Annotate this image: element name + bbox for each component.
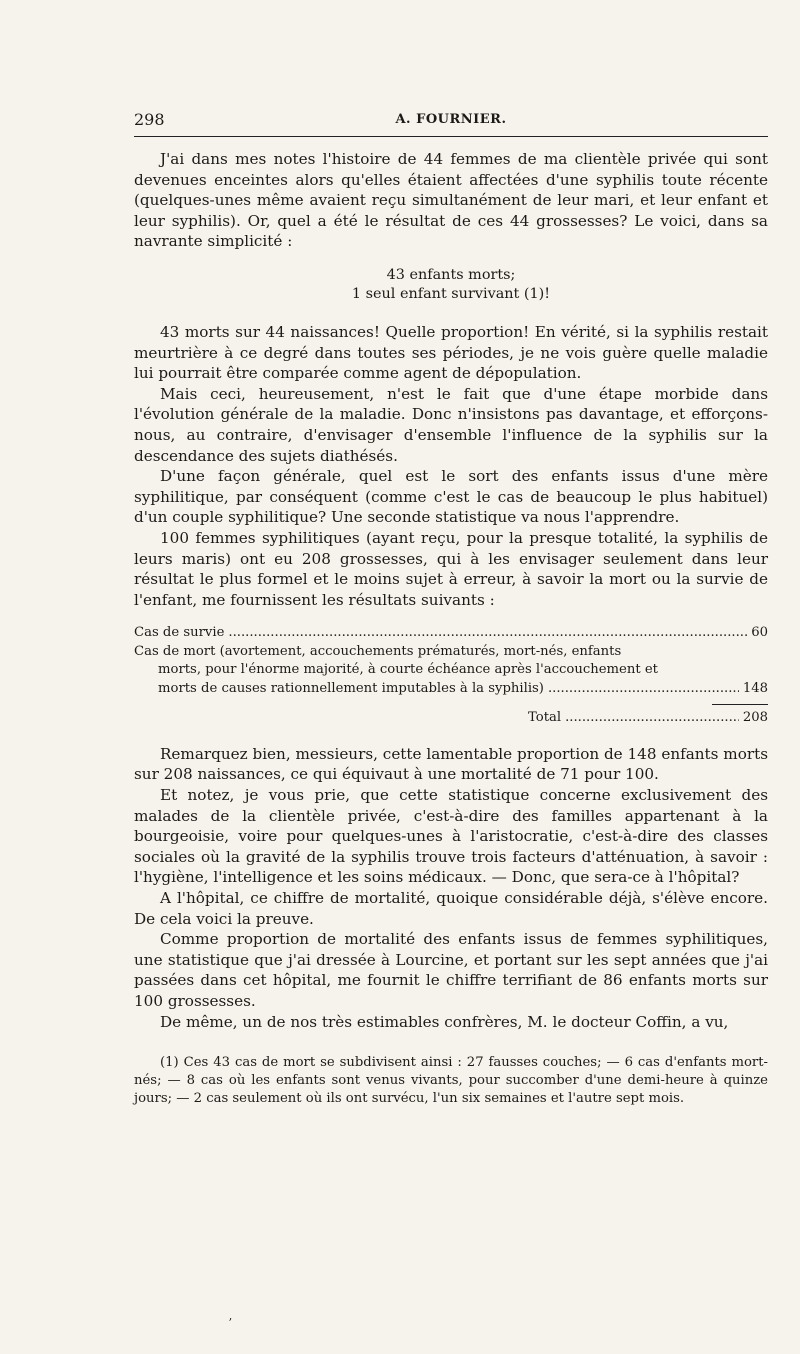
total-label: Total	[528, 710, 562, 726]
example-line-1: 43 enfants morts;	[386, 266, 516, 283]
paragraph-10: De même, un de nos très estimables confrères, M. le docteur Coffin, a vu,	[160, 1012, 729, 1031]
dot-leader	[228, 624, 747, 643]
row-label-line-1: Cas de mort (avortement, accouchements prématurés, mort-nés, enfants	[134, 643, 622, 659]
page-number: 298	[134, 110, 165, 129]
row-label-line-3-wrap	[134, 680, 768, 699]
total-rule	[712, 704, 768, 705]
dot-leader	[565, 709, 739, 728]
total-value: 208	[742, 710, 768, 726]
paragraph-7: Et notez, je vous prie, que cette statistique concerne exclusivement des malades de la clientèle privée, c'est-à-dire des familles appartenant à la bourgeoisie, voire pour quelques-unes à l'aristocratie, c'est-à-dire des classes sociales où la gravité de la syphilis trouve trois facteurs d'atténuation, à savoir : l'hygiène, l'intelligence et les soins médicaux. — Donc, que sera-ce à l'hôpital?	[134, 785, 768, 887]
row-value: 60	[751, 625, 768, 641]
paragraph-9: Comme proportion de mortalité des enfants issus de femmes syphilitiques, une statistique que j'ai dressée à Lourcine, et portant sur les sept années que j'ai passées dans cet hôpital, me fournit le chiffre terrifiant de 86 enfants morts sur 100 grossesses.	[134, 930, 768, 1010]
example-line-2: 1 seul enfant survivant (1)!	[351, 285, 551, 302]
table-row-death	[134, 643, 768, 699]
row-label-line-3: morts de causes rationnellement imputables à la syphilis)	[158, 680, 544, 696]
row-value: 148	[742, 680, 768, 696]
running-title: A. FOURNIER.	[395, 112, 507, 127]
footnote: (1) Ces 43 cas de mort se subdivisent ainsi : 27 fausses couches; — 6 cas d'enfants mort-nés; — 8 cas où les enfants sont venus vivants, pour succomber d'une demi-heure à quinze jours; — 2 cas seulement où ils ont survécu, l'un six semaines et l'autre sept mois.	[134, 1055, 768, 1107]
paragraph-3: Mais ceci, heureusement, n'est le fait que d'une étape morbide dans l'évolution générale de la maladie. Donc n'insistons pas davantage, et efforçons-nous, au contraire, d'envisager d'ensemble l'influence de la syphilis sur la descendance des sujets diathésés.	[134, 384, 768, 465]
mortality-example	[134, 266, 768, 304]
statistics-table	[134, 624, 768, 728]
paragraph-1: J'ai dans mes notes l'histoire de 44 femmes de ma clientèle privée qui sont devenues enceintes alors qu'elles étaient affectées d'une syphilis toute récente (quelques-unes même avaient reçu simultanément de leur mari, et leur enfant et leur syphilis). Or, quel a été le résultat de ces 44 grossesses? Le voici, dans sa navrante simplicité :	[134, 150, 768, 251]
paragraph-6: Remarquez bien, messieurs, cette lamentable proportion de 148 enfants morts sur 208 naissances, ce qui équivaut à une mortalité de 71 pour 100.	[134, 744, 768, 784]
row-label: Cas de survie	[134, 625, 225, 641]
row-label-line-2: morts, pour l'énorme majorité, à courte échéance après l'accouchement et	[158, 662, 658, 678]
dot-leader	[548, 680, 739, 699]
paragraph-8: A l'hôpital, ce chiffre de mortalité, quoique considérable déjà, s'élève encore. De cela voici la preuve.	[134, 888, 768, 928]
page	[134, 104, 768, 1108]
paragraph-4: D'une façon générale, quel est le sort des enfants issus d'une mère syphilitique, par conséquent (comme c'est le cas de beaucoup le plus habituel) d'un couple syphilitique? Une seconde statistique va nous l'apprendre.	[134, 467, 768, 527]
paragraph-2: 43 morts sur 44 naissances! Quelle proportion! En vérité, si la syphilis restait meurtrière à ce degré dans toutes ses périodes, je ne vois guère quelle maladie lui pourrait être comparée comme agent de dépopulation.	[134, 322, 768, 383]
page-header	[134, 104, 768, 136]
table-row-survival	[134, 624, 768, 643]
bottom-mark: ʼ	[228, 1316, 232, 1330]
table-row-total	[528, 709, 768, 728]
paragraph-5: 100 femmes syphilitiques (ayant reçu, pour la presque totalité, la syphilis de leurs maris) ont eu 208 grossesses, qui à les envisager seulement dans leur résultat le plus formel et le moins sujet à erreur, à savoir la mort ou la survie de l'enfant, me fournissent les résultats suivants :	[134, 528, 768, 609]
header-rule	[134, 136, 768, 137]
